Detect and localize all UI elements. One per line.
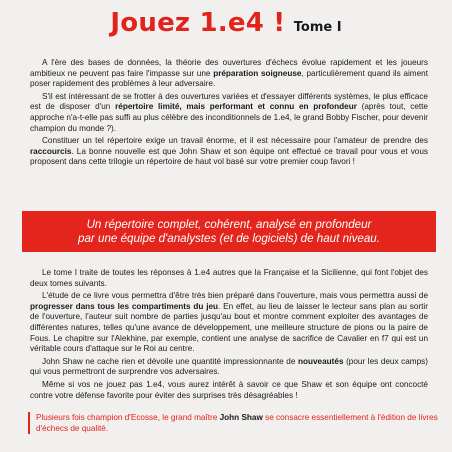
details-paragraph-2 [30, 291, 428, 355]
text-run: . La bonne nouvelle est que John Shaw et son équipe ont effectué ce travail pour vous et vous proposent dans cette trilogie un répertoire de haut vol basé sur votre premier coup favori ! [30, 146, 428, 167]
emphasis-text: John Shaw [219, 413, 263, 422]
intro-text [30, 58, 428, 170]
details-paragraph-4 [30, 380, 428, 401]
details-paragraph-1 [30, 268, 428, 289]
text-run: (pour les deux camps) qui vous permettront de surprendre vos adversaires. [30, 356, 428, 377]
text-run: Le tome I traite de toutes les réponses à 1.e4 autres que la Française et la Sicilienne, qui font l'objet des deux tomes suivants. [30, 268, 428, 288]
details-paragraph-3 [30, 357, 428, 378]
text-run: , particulièrement quand ils aiment poser rapidement des problèmes à leur adversaire. [30, 68, 429, 89]
text-run: se consacre essentiellement à l'édition de livres d'échecs de qualité. [36, 413, 438, 433]
book-volume: Tome I [293, 20, 342, 35]
text-run: L'étude de ce livre vous permettra d'être très bien préparé dans l'ouverture, mais vous permettra aussi de [42, 291, 428, 301]
emphasis-text: progresser dans tous les compartiments du jeu [30, 301, 219, 311]
text-run: Même si vos ne jouez pas 1.e4, vous aurez intérêt à savoir ce que Shaw et son équipe ont concocté contre votre défense favorite pour éviter des surprises très désagréables ! [30, 379, 428, 400]
banner-line-1: Un répertoire complet, cohérent, analysé en profondeur [86, 217, 372, 231]
text-run: . En effet, au lieu de laisser le lecteur sans plan au sortir de l'ouverture, l'auteur suit nombre de parties jusqu'au bout et montre comment exploiter des avantages de différentes natures, telles qu'une avance de développement, une meilleure structure de pions ou la paire de Fous. Le chapitre sur l'Alekhine, par exemple, contient une analyse de sacrifice de Cavalier en f7 qui est un véritable cours d'attaque sur le Roi au centre. [30, 301, 428, 354]
emphasis-text: préparation soigneuse [213, 68, 302, 78]
text-run: A l'ère des bases de données, la théorie des ouvertures d'échecs évolue rapidement et les joueurs ambitieux ne peuvent pas faire l'impasse sur une [30, 58, 428, 78]
text-run: John Shaw ne cache rien et dévoile une quantité impressionnante de [42, 356, 298, 366]
title-block [0, 10, 452, 36]
text-run: Constituer un tel répertoire exige un travail énorme, et il est nécessaire pour l'amateur de prendre des [42, 136, 428, 146]
author-note [28, 412, 440, 434]
intro-paragraph-2 [30, 92, 428, 134]
intro-paragraph-3 [30, 136, 428, 168]
details-text [30, 268, 428, 403]
book-title: Jouez 1.e4 ! [110, 8, 286, 38]
text-run: Plusieurs fois champion d'Ecosse, le grand maître [36, 413, 220, 422]
text-run: (après tout, cette approche n'a-t-elle pas suffi au plus célèbre des inconditionnels de 1.e4, le grand Bobby Fischer, pour devenir champion du monde ?). [30, 102, 428, 133]
emphasis-text: nouveautés [298, 356, 344, 366]
text-run: S'il est intéressant de se frotter à des ouvertures variées et d'essayer différents systèmes, le plus efficace est de disposer d'un [30, 91, 428, 112]
banner-line-2: par une équipe d'analystes (et de logiciels) de haut niveau. [78, 231, 380, 245]
emphasis-text: raccourcis [30, 146, 72, 156]
emphasis-text: répertoire limité, mais performant et connu en profondeur [115, 102, 357, 112]
intro-paragraph-1 [30, 58, 428, 90]
highlight-banner [22, 211, 436, 252]
